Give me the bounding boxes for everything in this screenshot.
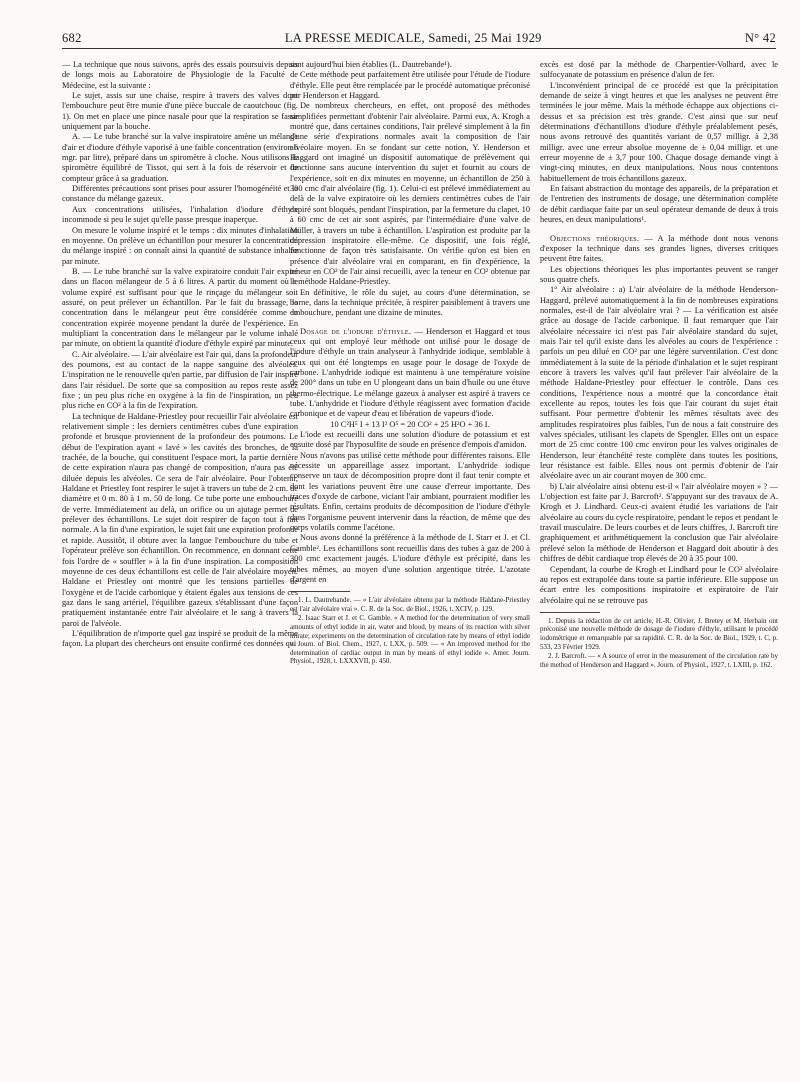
- paragraph: Différentes précautions sont prises pour assurer l'homogénéité et la constance du mélange gazeux.: [62, 184, 298, 204]
- section-paragraph: [540, 234, 778, 265]
- footnote: 1. L. Dautrebande. — « L'air alvéolaire obtenu par la méthode Haldane-Priestley est l'air alvéolaire vrai ». C. R. de la Soc. de Biol., 1926, t. XCIV, p. 129.: [290, 596, 530, 613]
- paragraph: sont aujourd'hui bien établies (L. Dautrebande¹).: [290, 60, 452, 69]
- paragraph: A. — Le tube branché sur la valve inspiratoire amène un mélange d'air et d'iodure d'éthyle vaporisé à une faible concentration (environ 6 mgr. par litre), préparé dans un spiromètre à cloche. Nous utilisons le spiromètre équilibré de Tissot, qui sert à la fois de réservoir et de compteur grâce à sa graduation.: [62, 132, 298, 183]
- paragraph: La technique de Haldane-Priestley pour recueillir l'air alvéolaire est relativement simple : les derniers centimètres cubes d'une expiration profonde et brusque proviennent de la profondeur des poumons. Le début de l'expiration ayant « lavé » les cavités des bronches, de la trachée, de la bouche, qui constituent l'espace mort, la partie dernière de cette expiration n'aura pas changé de composition, n'aura pas été diluée depuis les alvéoles. Ce sera de l'air alvéolaire. Pour l'obtenir, Haldane et Priestley font respirer le sujet à travers un tube de 2 cm. de diamètre et 0 m. 80 à 1 m. 50 de long. Ce tube porte une embouchure de verre. Immédiatement au delà, un orifice ou un ajutage permet de prélever des échantillons. Le sujet doit respirer de façon tout à fait normale. A la fin d'une expiration, le sujet fait une expiration profonde et rapide. Aussitôt, il obture avec la langue l'embouchure du tube et l'opérateur prélève son échantillon. On recommence, en donnant cette fois l'ordre de « souffler » à la fin d'une inspiration. La composition moyenne de ces deux échantillons est celle de l'air alvéolaire moyen. Haldane et Priestley ont montré que les tensions partielles de l'oxygène et de l'acide carbonique y étaient égales aux tensions de ces gaz dans le sang artériel, l'équilibre gazeux s'établissant d'une façon pratiquement instantanée entre l'air alvéolaire et le sang à travers la paroi de l'alvéole.: [62, 411, 298, 628]
- column-3: [540, 60, 778, 670]
- paragraph: Le sujet, assis sur une chaise, respire à travers des valves dont l'embouchure peut être munie d'une pièce buccale de caoutchouc (fig. 1). On met en place une pince nasale pour que la respiration se fasse uniquement par la bouche.: [62, 91, 298, 132]
- paragraph: Cependant, la courbe de Krogh et Lindhard pour le CO² alvéolaire au repos est extrapolée dans toute sa partie inférieure. Elle suppose un écart entre les compositions inspiratoire et expiratoire de l'air alvéolaire qui ne se retrouve pas: [540, 564, 778, 605]
- paragraph: De nombreux chercheurs, en effet, ont proposé des méthodes simplifiées permettant d'obtenir l'air alvéolaire. Parmi eux, A. Krogh a montré que, dans certaines conditions, l'air prélevé simplement à la fin d'une série d'expirations normales avait la composition de l'air alvéolaire moyen. En se fondant sur cette notion, Y. Henderson et Haggard ont imaginé un dispositif automatique de prélèvement qui fonctionne sans aucune intervention du sujet et fournit au cours de l'expérience, soit en dix minutes en moyenne, un échantillon de 250 à 300 cmc d'air alvéolaire (fig. 1). Celui-ci est prélevé immédiatement au delà de la valve expiratoire où les derniers centimètres cubes de l'air expiré sont bloqués, pendant l'inspiration, par la fermeture du clapet. 10 à 60 cmc de cet air sont aspirés, par l'intermédiaire d'une valve de Müller, à travers un tube à échantillon. L'aspiration est produite par la dépression inspiratoire elle-même. Ce dispositif, une fois réglé, fonctionne de façon très satisfaisante. On vérifie qu'on est bien en présence d'air alvéolaire vrai en comparant, en fin d'expérience, la teneur en CO² de l'air ainsi recueilli, avec la teneur en CO² obtenue par la méthode Haldane-Priestley.: [290, 101, 530, 287]
- page-number: 682: [62, 31, 82, 45]
- section-paragraph: [290, 327, 530, 420]
- footnotes: [290, 596, 530, 666]
- footnotes: [540, 617, 778, 670]
- paragraph: excès est dosé par la méthode de Charpentier-Volhard, avec le sulfocyanate de potassium en présence d'alun de fer.: [540, 60, 778, 80]
- footnote-divider: [540, 612, 600, 613]
- section-text: — Henderson et Haggard et tous ceux qui ont employé leur méthode ont utilisé pour le dosage de l'iodure d'éthyle un train analyseur à l'anhydride iodique, semblable à ceux qui ont été longtemps en usage pour le dosage de l'oxyde de carbone. L'anhydride iodique est maintenu à une température voisine de 200° dans un tube en U plongeant dans un bain d'huile ou une étuve thermo-électrique. Le mélange gazeux à analyser est aspiré à travers ce tube. L'anhydride et l'iodure d'éthyle réagissent avec formation d'acide carbonique et de vapeur d'eau et libération de vapeurs d'iode.: [290, 326, 530, 419]
- footnote: 2. Isaac Starr et J. et C. Gamble. « A method for the determination of very small amounts of ethyl iodide in air, water and blood, by means of its reaction with silver nitrate; experiments on the determination of circulation rate by means of ethyl iodide ». Journ. of Biol. Chem., 1927, t. LXX, p. 509. — « An improved method for the determination of cardiac output in man by means of ethyl iodide ». Amer. Journ. Physiol., 1928, t. LXXXVII, p. 450.: [290, 614, 530, 666]
- issue-number: N° 42: [744, 31, 776, 45]
- section-heading: Dosage de l'iodure d'éthyle.: [300, 326, 412, 336]
- journal-title: LA PRESSE MEDICALE, Samedi, 25 Mai 1929: [284, 31, 542, 45]
- paragraph: Nous avons donné la préférence à la méthode de I. Starr et J. et Cl. Gamble². Les échantillons sont recueillis dans des tubes à gaz de 200 à 300 cmc exactement jaugés. L'iodure d'éthyle est précipité, dans les tubes mêmes, au moyen d'une solution argentique titrée. L'azotate d'argent en: [290, 533, 530, 584]
- paragraph: Nous n'avons pas utilisé cette méthode pour différentes raisons. Elle nécessite un appareillage assez important. L'anhydride iodique conserve un taux de décomposition propre dont il faut tenir compte et dont les variations peuvent être une cause d'erreur importante. Des traces d'oxyde de carbone, viciant l'air ambiant, pourraient modifier les résultats. Enfin, certains produits de décomposition de l'iodure d'éthyle dans l'organisme peuvent intervenir dans la réaction, de même que des corps volatils comme l'acétone.: [290, 450, 530, 533]
- chemical-formula: 10 C²H⁵ I + 13 I² O⁵ = 20 CO² + 25 H²O + 36 I.: [330, 419, 490, 429]
- paragraph: Les objections théoriques les plus importantes peuvent se ranger sous quatre chefs.: [540, 264, 778, 284]
- footnote-divider: [290, 591, 350, 592]
- paragraph: Cette méthode peut parfaitement être utilisée pour l'étude de l'iodure d'éthyle. Elle peut être remplacée par le procédé automatique préconisé par Henderson et Haggard.: [290, 70, 530, 101]
- paragraph: B. — Le tube branché sur la valve expiratoire conduit l'air expiré dans un flacon mélangeur de 5 à 6 litres. A partir du moment où le volume expiré est suffisant pour que le rinçage du mélangeur soit assuré, on peut prélever un échantillon. Par le fait du brassage, la concentration dans le mélangeur peut être considérée comme la concentration expirée moyenne pendant la durée de l'expérience. En multipliant la concentration dans le mélangeur par le volume inhalé par minute, on obtient la quantité d'iodure d'éthyle expiré par minute.: [62, 266, 298, 349]
- paragraph: — La technique que nous suivons, après des essais poursuivis depuis de longs mois au Laboratoire de Physiologie de la Faculté de Médecine, est la suivante :: [62, 60, 298, 90]
- section-text: — A la méthode dont nous venons d'exposer la technique dans ses grandes lignes, diverses critiques peuvent être faites.: [540, 233, 778, 264]
- paragraph: On mesure le volume inspiré et le temps : dix minutes d'inhalation en moyenne. On prélève un échantillon pour mesurer la concentration du mélange inspiré : on connaît ainsi la quantité de substance inhalée par minute.: [62, 225, 298, 266]
- section-heading: Objections théoriques.: [550, 233, 640, 243]
- paragraph: En définitive, le rôle du sujet, au cours d'une détermination, se borne, dans la technique précitée, à respirer paisiblement à travers une embouchure, pendant une dizaine de minutes.: [290, 287, 530, 318]
- paragraph: En faisant abstraction du montage des appareils, de la préparation et de l'entretien des instruments de dosage, une détermination complète de débit cardiaque faite par un seul opérateur demande de deux à trois heures, en deux manipulations¹.: [540, 184, 778, 225]
- page-header: [62, 26, 776, 49]
- footnote: 1. Depuis la rédaction de cet article, H.-R. Olivier, J. Bretey et M. Herbain ont préconisé une nouvelle méthode de dosage de l'iodure d'éthyle, utilisant le procédé iodométrique et remarquable par sa rapidité. C. R. de la Soc. de Biol., 1929, t. C, p. 533, 23 Février 1929.: [540, 616, 778, 651]
- paragraph: 1° Air alvéolaire : a) L'air alvéolaire de la méthode Henderson-Haggard, prélevé automatiquement à la fin de nombreuses expirations normales, est-il de l'air alvéolaire vrai ? — La vérification est aisée grâce au dosage de l'acide carbonique. Il faut remarquer que l'air alvéolaire nécessaire ici n'est pas l'air alvéolaire standard du sujet, mais l'air tel qu'il existe dans les alvéoles au cours de l'expérience : parfois un peu dilué en CO² par une légère surventilation. C'est donc immédiatement à la suite de la période d'inhalation et le sujet respirant encore à travers les valves qu'il faut prélever l'air alvéolaire de la méthode Haldane-Priestley pour effectuer le contrôle. Dans ces conditions, l'expérience nous a montré que la concordance était excellente au repos, toutes les fois que l'air courant du sujet était suffisant. Pour permettre d'obtenir les mêmes résultats avec des amplitudes respiratoires plus faibles, l'un de nous a fait construire des valves spéciales, utilisant les clapets de Spengler. Elles ont un espace mort de 25 cmc contre 100 cmc environ pour les valves originales de Henderson, leur étanchéité reste complète dans toutes les positions, leur résistance est faible. Elles nous ont permis d'obtenir de l'air alvéolaire avec un air courant moyen de 300 cmc.: [540, 285, 778, 481]
- paragraph: L'inconvénient principal de ce procédé est que la précipitation demande de seize à vingt heures et que les analyses ne peuvent être terminées le jour même. Mais la méthode échappe aux objections ci-dessus et sa précision est très grande. C'est ainsi que sur neuf déterminations d'échantillons d'iodure d'éthyle préalablement pesés, nous avons retrouvé des quantités variant de 0,57 milligr. à 2,38 milligr. avec une erreur absolue moyenne de ± 0,04 milligr. et une erreur moyenne de ± 3,7 pour 100. Chaque dosage demande vingt à vingt-cinq minutes, en deux manipulations. Nous nous contentons habituellement de trois échantillons gazeux.: [540, 80, 778, 183]
- paragraph: C. Air alvéolaire. — L'air alvéolaire est l'air qui, dans la profondeur des poumons, est au contact de la nappe sanguine des alvéoles. L'inspiration ne le renouvelle qu'en partie, par diffusion de l'air inspiré dans l'air résiduel. De sorte que sa composition au repos reste assez fixe ; un peu plus riche en oxygène à la fin de l'inspiration, un peu plus riche en CO² à la fin de l'expiration.: [62, 349, 298, 411]
- column-1: [62, 60, 298, 650]
- paragraph: L'iode est recueilli dans une solution d'iodure de potassium et est ensuite dosé par l'hyposulfite de soude en présence d'empois d'amidon.: [290, 430, 530, 450]
- paragraph: L'équilibration de n'importe quel gaz inspiré se produit de la même façon. La plupart des chercheurs ont ensuite confirmé ces données qui: [62, 628, 298, 649]
- column-2: [290, 60, 530, 667]
- paragraph: b) L'air alvéolaire ainsi obtenu est-il « l'air alvéolaire moyen » ? — L'objection est faite par J. Barcroft². S'appuyant sur des travaux de A. Krogh et J. Lindhard. Ceux-ci avaient étudié les variations de l'air alvéolaire au cours du cycle respiratoire, pendant le repos et pendant le travail musculaire. De leurs courbes et de leurs chiffres, J. Barcroft tire graphiquement et arithmétiquement la conclusion que l'air alvéolaire prélevé selon la méthode de Henderson et Haggard doit aboutir à des chiffres de débit cardiaque trop élevés de 20 à 35 pour 100.: [540, 481, 778, 564]
- paragraph: Aux concentrations utilisées, l'inhalation d'iodure d'éthyle incommode si peu le sujet qu'elle passe presque inaperçue.: [62, 204, 298, 225]
- footnote: 2. J. Barcroft. — « A source of error in the measurement of the circulation rate by the method of Henderson and Haggard ». Journ. of Physiol., 1927, t. LXIII, p. 162.: [540, 652, 778, 669]
